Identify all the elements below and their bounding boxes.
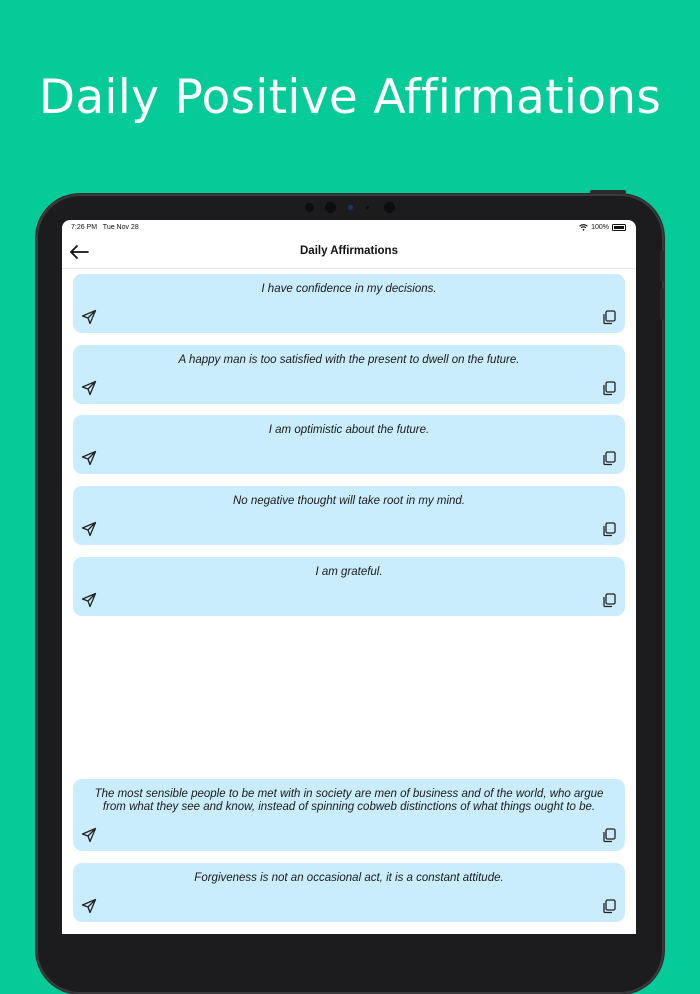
- send-icon[interactable]: [81, 450, 97, 466]
- send-icon[interactable]: [81, 898, 97, 914]
- copy-icon[interactable]: [601, 450, 617, 466]
- affirmation-card[interactable]: [73, 415, 625, 474]
- affirmation-card[interactable]: [73, 557, 625, 616]
- affirmation-text: I am optimistic about the future.: [268, 424, 430, 436]
- volume-button: [660, 288, 664, 320]
- status-bar: [62, 220, 636, 236]
- copy-icon[interactable]: [601, 827, 617, 843]
- camera-sensor: [366, 206, 369, 209]
- headline: Daily Positive Affirmations: [38, 70, 662, 125]
- page-title: Daily Affirmations: [300, 245, 398, 257]
- affirmation-card[interactable]: [73, 779, 625, 851]
- copy-icon[interactable]: [601, 380, 617, 396]
- affirmation-text: No negative thought will take root in my mind.: [232, 495, 466, 507]
- affirmation-text: I am grateful.: [315, 566, 383, 578]
- send-icon[interactable]: [81, 521, 97, 537]
- copy-icon[interactable]: [601, 309, 617, 325]
- copy-icon[interactable]: [601, 592, 617, 608]
- app-screen: [62, 220, 636, 934]
- wifi-icon: [579, 224, 588, 231]
- affirmation-card[interactable]: [73, 863, 625, 922]
- affirmation-text: The most sensible people to be met with in society are men of business and of the world, who argue from what they see and know, instead of spinning cobweb distinctions of what things ought to be.: [94, 788, 604, 813]
- status-time: 7:26 PM: [71, 224, 98, 231]
- battery-percent: 100%: [591, 224, 609, 231]
- affirmation-text: I have confidence in my decisions.: [261, 283, 437, 295]
- copy-icon[interactable]: [601, 898, 617, 914]
- send-icon[interactable]: [81, 827, 97, 843]
- volume-button: [660, 250, 664, 282]
- affirmation-card[interactable]: [73, 486, 625, 545]
- copy-icon[interactable]: [601, 521, 617, 537]
- affirmation-text: Forgiveness is not an occasional act, it is a constant attitude.: [194, 872, 504, 884]
- camera-lens: [348, 205, 353, 210]
- nav-bar: [62, 236, 636, 269]
- camera-sensor: [384, 202, 395, 213]
- send-icon[interactable]: [81, 309, 97, 325]
- affirmation-card[interactable]: [73, 274, 625, 333]
- send-icon[interactable]: [81, 592, 97, 608]
- battery-icon: [612, 224, 626, 231]
- send-icon[interactable]: [81, 380, 97, 396]
- status-date: Tue Nov 28: [102, 224, 139, 231]
- power-button: [590, 190, 626, 194]
- affirmation-card[interactable]: [73, 345, 625, 404]
- camera-sensor: [325, 202, 336, 213]
- camera-sensor: [305, 203, 314, 212]
- affirmation-text: A happy man is too satisfied with the present to dwell on the future.: [178, 354, 520, 366]
